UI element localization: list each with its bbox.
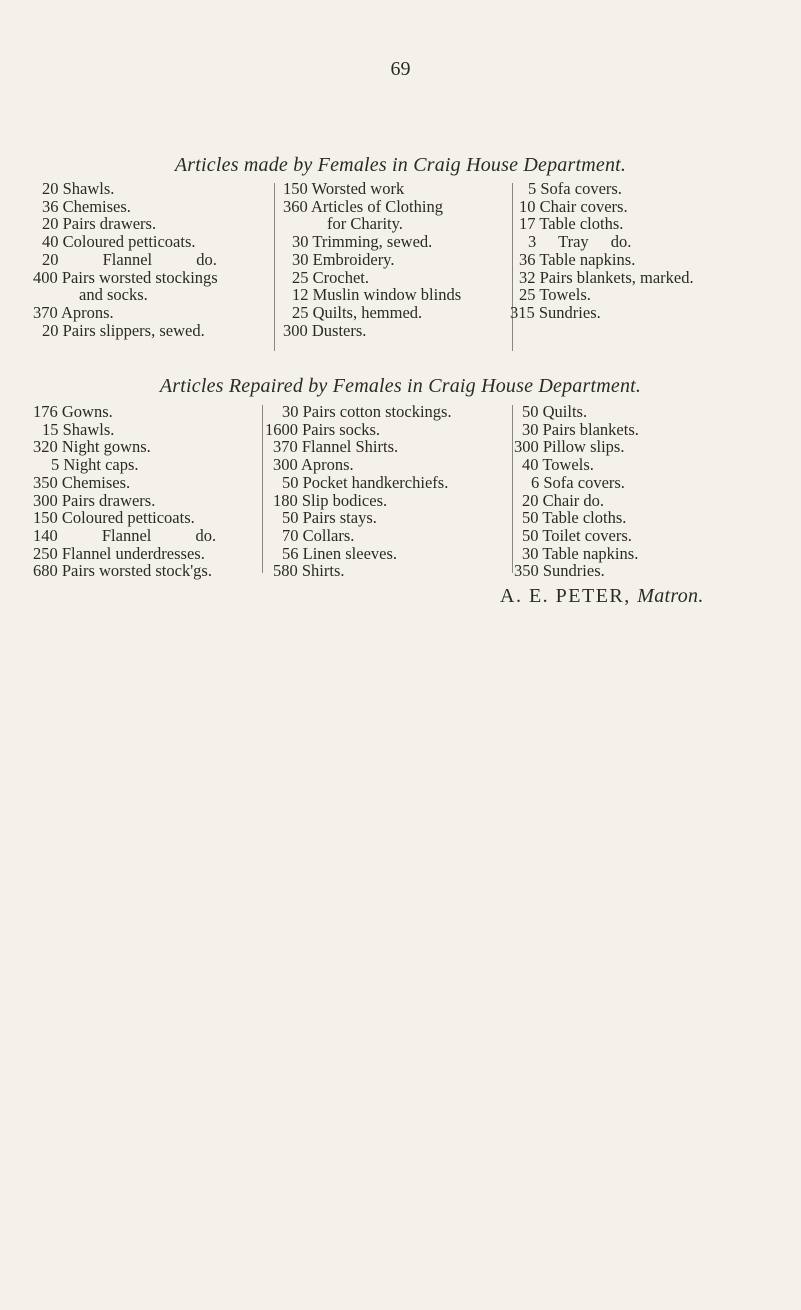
list-item: 25 Crochet. (292, 267, 369, 287)
list-item: 350 Sundries. (514, 561, 605, 581)
column-divider (512, 405, 513, 573)
list-item: 3 Tray do. (528, 232, 632, 252)
list-item: 20 Pairs slippers, sewed. (42, 320, 205, 340)
list-item: 20 Flannel do. (42, 249, 217, 269)
list-item: 400 Pairs worsted stockings (33, 267, 218, 287)
list-item: 1600 Pairs socks. (265, 419, 381, 439)
list-item: 50 Pocket handkerchiefs. (282, 472, 449, 492)
list-item: 50 Quilts. (522, 402, 588, 421)
made-section-title: Articles made by Females in Craig House Department. (174, 154, 627, 176)
list-item: 20 Pairs drawers. (42, 214, 157, 234)
list-item: 5 Night caps. (51, 455, 139, 475)
repaired-section-title: Articles Repaired by Females in Craig House Department. (159, 375, 642, 397)
list-item: 350 Chemises. (33, 472, 131, 492)
repaired-column-3 (514, 403, 784, 580)
list-item: 15 Shawls. (42, 419, 115, 439)
list-item: 5 Sofa covers. (528, 179, 622, 198)
list-item: 32 Pairs blankets, marked. (519, 267, 694, 287)
repaired-column-1 (33, 403, 273, 580)
repaired-column-2 (265, 403, 513, 580)
list-item: 176 Gowns. (33, 402, 113, 421)
list-item: 50 Pairs stays. (282, 508, 377, 528)
signature (500, 585, 704, 608)
list-item: 12 Muslin window blinds (292, 285, 462, 305)
list-item: 36 Chemises. (42, 196, 131, 216)
list-item: 25 Quilts, hemmed. (292, 302, 423, 322)
list-item: 250 Flannel underdresses. (33, 543, 205, 563)
list-item: 30 Table napkins. (522, 543, 639, 563)
list-item: 580 Shirts. (273, 561, 345, 581)
list-item: 300 Pairs drawers. (33, 490, 156, 510)
list-item: 10 Chair covers. (519, 196, 628, 216)
list-item: for Charity. (327, 214, 403, 234)
column-divider (512, 183, 513, 351)
list-item: 300 Dusters. (283, 320, 367, 340)
made-column-2 (283, 180, 513, 339)
list-item: 360 Articles of Clothing (283, 196, 443, 216)
column-divider (274, 183, 275, 351)
list-item: 40 Coloured petticoats. (42, 232, 196, 252)
list-item: 25 Towels. (519, 285, 591, 305)
column-divider (262, 405, 263, 573)
made-column-1 (33, 180, 273, 339)
list-item: 320 Night gowns. (33, 437, 151, 457)
list-item: 180 Slip bodices. (273, 490, 388, 510)
list-item: 50 Toilet covers. (522, 525, 632, 545)
list-item: and socks. (79, 285, 148, 305)
list-item: 30 Trimming, sewed. (292, 232, 433, 252)
list-item: 30 Pairs blankets. (522, 419, 639, 439)
signature-role: Matron. (637, 585, 704, 607)
list-item: 315 Sundries. (510, 302, 601, 322)
page-number: 69 (390, 58, 411, 80)
list-item: 17 Table cloths. (519, 214, 624, 234)
list-item: 150 Coloured petticoats. (33, 508, 195, 528)
list-item: 300 Aprons. (273, 455, 354, 475)
list-item: 6 Sofa covers. (531, 472, 625, 492)
list-item: 150 Worsted work (283, 179, 405, 198)
list-item: 370 Flannel Shirts. (273, 437, 399, 457)
signature-name: A. E. PETER, (500, 585, 631, 607)
list-item: 20 Shawls. (42, 179, 115, 198)
list-item: 40 Towels. (522, 455, 594, 475)
list-item: 140 Flannel do. (33, 525, 217, 545)
made-column-3 (510, 179, 789, 322)
list-item: 680 Pairs worsted stock'gs. (33, 561, 212, 581)
list-item: 30 Pairs cotton stockings. (282, 402, 452, 421)
list-item: 30 Embroidery. (292, 249, 395, 269)
list-item: 56 Linen sleeves. (282, 543, 398, 563)
list-item: 36 Table napkins. (519, 249, 636, 269)
list-item: 20 Chair do. (522, 490, 605, 510)
list-item: 70 Collars. (282, 525, 355, 545)
list-item: 300 Pillow slips. (514, 437, 625, 457)
list-item: 50 Table cloths. (522, 508, 627, 528)
list-item: 370 Aprons. (33, 302, 114, 322)
